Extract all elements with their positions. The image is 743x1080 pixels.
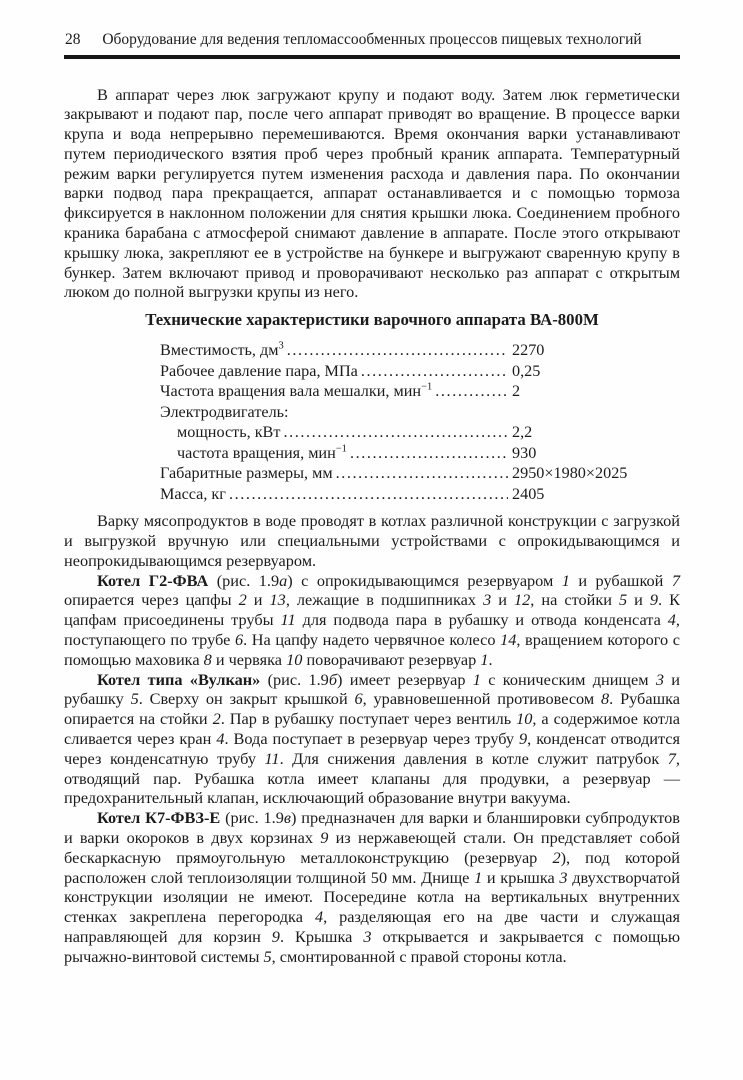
spec-label-superscript: −1	[421, 381, 433, 393]
text-segment: Котел Г2-ФВА	[97, 570, 209, 590]
text-segment: 8	[203, 649, 212, 669]
text-segment: 14	[500, 630, 517, 650]
text-segment: 2	[552, 847, 561, 867]
text-segment: 9	[271, 927, 280, 946]
text-segment: (рис. 1.9	[220, 808, 284, 828]
text-segment: 1	[472, 669, 481, 689]
header-rule	[64, 55, 680, 59]
spec-list	[64, 340, 680, 504]
text-segment: 4	[667, 610, 676, 630]
spec-label-superscript: −1	[335, 443, 347, 455]
paragraph	[64, 511, 680, 570]
spec-label-superscript: 3	[278, 340, 284, 352]
spec-row	[160, 381, 680, 402]
text-segment: 10	[516, 709, 533, 729]
running-header	[64, 30, 680, 55]
spec-value: 0,25	[512, 361, 541, 380]
paragraph	[64, 85, 680, 303]
intro-paragraphs	[64, 85, 680, 303]
text-segment: , вращением которого с помощью маховика	[64, 630, 680, 669]
spec-row	[160, 463, 680, 484]
text-segment: опирается через цапфы	[64, 590, 239, 610]
text-segment: 1	[480, 649, 489, 669]
text-segment: и	[246, 590, 270, 610]
text-segment: 9	[649, 590, 659, 610]
text-segment: 3	[483, 590, 492, 610]
text-segment: 4	[314, 907, 324, 927]
text-segment: 9	[519, 729, 528, 749]
dot-leader	[361, 361, 508, 382]
text-segment: и крышка	[482, 867, 560, 887]
spec-value: 2	[512, 382, 521, 401]
dot-leader	[336, 463, 508, 484]
spec-value: 2405	[512, 484, 545, 503]
dot-leader	[229, 484, 508, 505]
text-segment: 11	[280, 610, 296, 630]
running-title: Оборудование для ведения тепломассообменных процессов пищевых технологий	[102, 31, 642, 48]
spec-label: мощность, кВт	[177, 423, 281, 442]
text-segment: 6	[234, 630, 244, 650]
text-segment: , отводящий пар. Рубашка котла имеет клапаны для продувки, а резервуар — предохранительный клапан, исключающий образование внутри вакуума.	[64, 748, 680, 808]
text-segment: 2	[238, 590, 247, 610]
text-segment: из нержавеющей стали. Он представляет собой бескаркасную прямоугольную металлоконструкцию (резервуар	[64, 828, 680, 867]
text-segment: с коническим днищем	[480, 669, 656, 689]
spec-value: 930	[512, 443, 537, 462]
text-segment: 3	[655, 669, 664, 689]
text-segment: (рис. 1.9	[260, 669, 329, 689]
spec-row	[160, 361, 680, 382]
spec-row	[160, 422, 680, 443]
spec-row	[160, 402, 680, 423]
text-segment: 8	[601, 689, 610, 709]
text-segment: . Вода поступает в резервуар через трубу	[224, 729, 520, 749]
text-segment: а	[279, 570, 288, 590]
text-segment: 1	[474, 867, 483, 887]
spec-label: Вместимость, $дм^3$	[160, 340, 284, 360]
spec-section	[64, 310, 680, 504]
spec-label: Электродвигатель:	[160, 402, 289, 421]
text-segment: 6	[354, 689, 363, 709]
text-segment: В аппарат через люк загружают крупу и подают воду. Затем люк герметически закрывают и подают пар, после чего аппарат приводят во вращение. В процессе варки крупа и вода непрерывно перемешиваются. Время окончания варки устанавливают путем периодического взятия проб через пробный краник аппарата. Температурный режим варки регулируется путем изменения расхода и давления пара. По окончании варки подвод пара прекращается, аппарат останавливается и с помощью тормоза фиксируется в наклонном положении для снятия крышки люка. Соединением пробного краника барабана с атмосферой снимают давление в аппарате. После этого открывают крышку люка, закрепляют ее в устройстве на бункере и выгружают сваренную крупу в бункер. Затем включают привод и проворачивают несколько раз аппарат с открытым люком до полной выгрузки крупы из него.	[64, 84, 680, 302]
paragraph	[64, 571, 680, 670]
text-segment: 12	[514, 590, 531, 610]
text-segment: и червяка	[211, 649, 287, 669]
text-segment: 2	[212, 709, 221, 729]
text-segment: , а содержимое котла сливается через кран	[64, 709, 680, 749]
spec-label: Габаритные размеры, мм	[160, 464, 333, 483]
text-segment: . Крышка	[279, 927, 364, 946]
spec-label: частота вращения, мин$^{-1}$	[177, 443, 347, 462]
text-segment: . На цапфу надето червячное колесо	[243, 630, 501, 650]
spec-title: Технические характеристики варочного аппарата ВА-800М	[145, 310, 599, 330]
text-segment: . Сверху он закрыт крышкой	[138, 689, 355, 709]
text-segment: ) с опрокидывающимся резервуаром	[287, 570, 562, 590]
text-segment: , разделяющая его на две части и служащая направляющей для корзин	[64, 907, 680, 946]
text-segment: 4	[216, 729, 225, 749]
spec-value: 2950×1980×2025	[512, 464, 628, 483]
text-segment: . Пар в рубашку поступает через вентиль	[220, 709, 517, 729]
text-segment: Варку мясопродуктов в воде проводят в котлах различной конструкции с загрузкой и выгрузкой вручную или специальными устройствами с опрокидывающимся и неопрокидывающимся резервуаром.	[64, 511, 680, 570]
text-segment: и рубашкой	[569, 570, 672, 590]
body-paragraphs	[64, 511, 680, 966]
text-segment: ), под которой расположен слой теплоизоляции толщиной 50 мм. Днище	[64, 847, 680, 887]
page-number: 28	[65, 31, 81, 48]
text-segment: , уравновешенной противовесом	[362, 689, 602, 709]
text-segment: , смонтированной с правой стороны котла.	[271, 946, 567, 966]
paragraph	[64, 808, 680, 966]
text-segment: 7	[667, 748, 676, 768]
text-segment: . Рубашка опирается на стойки	[64, 689, 680, 729]
text-segment: . Для снижения давления в котле служит патрубок	[279, 748, 668, 768]
text-segment: 9	[320, 828, 329, 848]
text-segment: . К цапфам присоединены трубы	[64, 590, 681, 630]
text-segment: , поступающего по трубе	[64, 610, 680, 650]
text-segment: 10	[286, 649, 303, 669]
text-segment: 11	[264, 748, 280, 768]
spec-row	[160, 484, 680, 505]
dot-leader	[283, 422, 508, 443]
text-segment: , лежащие в подшипниках	[285, 590, 484, 610]
text-segment: 5	[618, 590, 628, 610]
text-segment: 13	[269, 590, 286, 610]
text-segment: поворачивают резервуар	[302, 649, 481, 669]
text-segment: открывается и закрывается с помощью рычажно-винтовой системы	[64, 927, 681, 966]
text-segment: Котел типа «Вулкан»	[97, 669, 261, 689]
spec-row	[160, 340, 680, 361]
spec-label: Рабочее давление пара, МПа	[160, 361, 358, 380]
text-segment: ) имеет резервуар	[337, 669, 473, 689]
text-segment: Котел К7-ФВЗ-Е	[97, 808, 221, 828]
text-segment: 7	[671, 570, 680, 590]
spec-label: Масса, кг	[160, 484, 226, 503]
text-segment: , на стойки	[530, 590, 619, 610]
spec-label: Частота вращения вала мешалки, мин$^{-1}$	[160, 381, 433, 401]
spec-row	[160, 443, 680, 464]
text-segment: .	[488, 649, 493, 669]
text-segment: для подвода пара в рубашку и отвода конденсата	[295, 610, 668, 630]
dot-leader	[350, 443, 508, 464]
text-segment: в	[283, 808, 291, 828]
dot-leader	[435, 381, 508, 402]
text-segment: и рубашку	[64, 669, 680, 709]
text-segment: 5	[130, 689, 139, 709]
text-segment: (рис. 1.9	[208, 570, 280, 590]
text-segment: 1	[561, 570, 570, 590]
text-segment: двухстворчатой конструкции изоляции не имеют. Посередине котла на вертикальных внутренних стенках закреплена перегородка	[64, 867, 680, 927]
text-segment: ) предназначен для варки и бланшировки субпродуктов и варки окороков в двух корзинах	[64, 808, 680, 848]
text-segment: 3	[559, 867, 568, 887]
text-segment: б	[328, 669, 338, 689]
text-segment: и	[627, 590, 650, 610]
paragraph	[64, 670, 680, 809]
spec-value: 2,2	[512, 423, 533, 442]
text-segment: 3	[363, 927, 372, 946]
text-segment: 5	[263, 946, 272, 966]
text-segment: , конденсат отводится через конденсатную трубу	[64, 729, 680, 768]
spec-value: 2270	[512, 341, 545, 360]
text-segment: и	[491, 590, 514, 610]
dot-leader	[287, 340, 508, 361]
